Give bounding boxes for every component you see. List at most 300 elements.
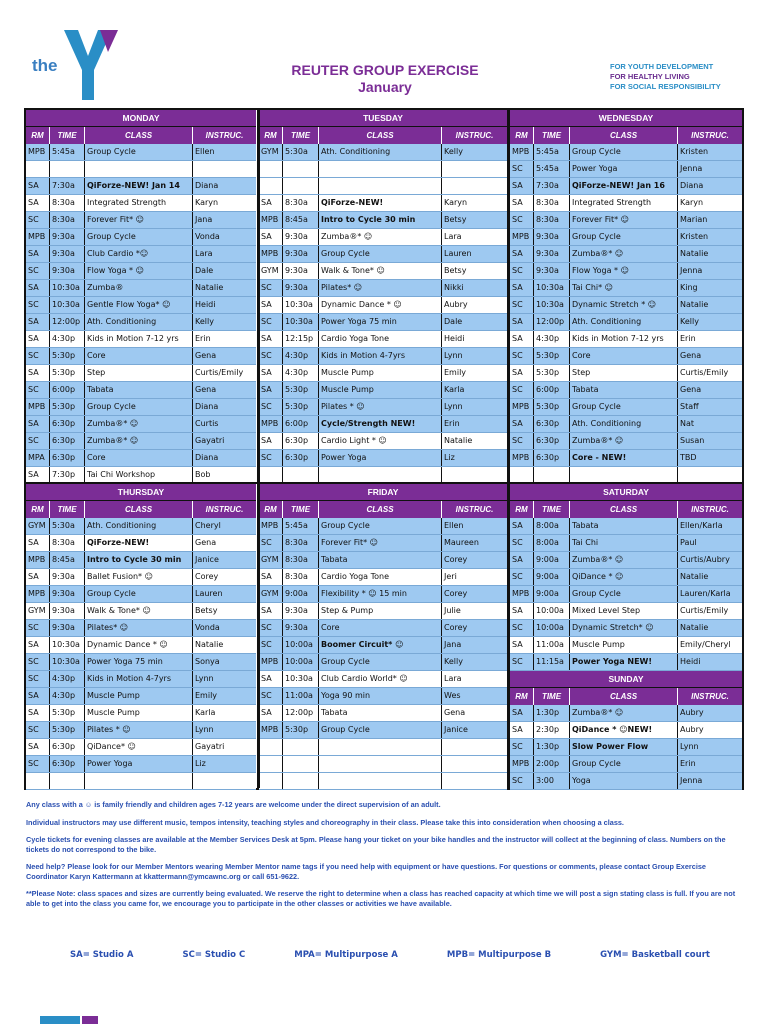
instructor-cell: Natalie <box>680 623 709 632</box>
room-cell: SA <box>510 518 534 534</box>
table-row <box>259 331 507 348</box>
instructor-cell: Emily <box>195 691 218 700</box>
column-header: CLASS <box>570 501 678 518</box>
room-cell: MPB <box>26 229 50 245</box>
table-row <box>26 433 256 450</box>
class-cell: Tai Chi* ☺ <box>570 280 678 296</box>
room-cell: SC <box>510 212 534 228</box>
class-cell: Ath. Conditioning <box>319 144 442 160</box>
column-header: RM <box>259 127 283 144</box>
table-row <box>510 280 742 297</box>
room-cell: SA <box>26 705 50 721</box>
column-header: RM <box>259 501 283 518</box>
time-cell: 10:30a <box>50 280 85 296</box>
column-header: TIME <box>534 127 570 144</box>
class-cell: Zumba® <box>85 280 193 296</box>
class-cell: Group Cycle <box>570 229 678 245</box>
room-cell: SA <box>259 603 283 619</box>
note-instructors: Individual instructors may use different music, tempos intensity, teaching styles and choreography in their class. Please take this into consideration when choosing a class. <box>26 817 624 827</box>
column-header-row <box>26 501 256 518</box>
time-cell: 5:30p <box>50 399 85 415</box>
room-cell: SA <box>26 331 50 347</box>
instructor-cell: Natalie <box>680 572 709 581</box>
time-cell: 9:30a <box>50 569 85 585</box>
tagline-line-3: FOR SOCIAL RESPONSIBILITY <box>610 82 721 91</box>
time-cell: 8:45a <box>283 212 319 228</box>
time-cell: 6:30p <box>534 416 570 432</box>
class-cell: Core <box>85 450 193 466</box>
time-cell: 10:30a <box>534 297 570 313</box>
class-cell: Muscle Pump <box>85 688 193 704</box>
time-cell: 8:45a <box>50 552 85 568</box>
footer-logo-icon <box>40 1016 100 1024</box>
table-row <box>259 178 507 195</box>
instructor-cell: Liz <box>195 759 206 768</box>
instructor-cell: Ellen <box>195 147 215 156</box>
room-cell: SA <box>26 739 50 755</box>
table-row <box>26 416 256 433</box>
time-cell: 9:30a <box>283 246 319 262</box>
instructor-cell: Corey <box>444 555 468 564</box>
table-row <box>26 399 256 416</box>
instructor-cell: Gayatri <box>195 436 225 445</box>
column-header: CLASS <box>85 127 193 144</box>
table-row <box>510 195 742 212</box>
time-cell: 9:30a <box>283 603 319 619</box>
class-cell: Gentle Flow Yoga* ☺ <box>85 297 193 313</box>
class-cell: Zumba®* ☺ <box>570 705 678 721</box>
column-divider <box>257 110 260 788</box>
table-row <box>26 603 256 620</box>
class-cell: Mixed Level Step <box>570 603 678 619</box>
class-cell <box>85 773 193 789</box>
table-row <box>26 688 256 705</box>
tagline-line-2: FOR HEALTHY LIVING <box>610 72 690 81</box>
time-cell: 5:30a <box>50 518 85 534</box>
time-cell: 9:30a <box>50 246 85 262</box>
time-cell: 9:00a <box>534 569 570 585</box>
class-cell <box>319 467 442 483</box>
room-cell: GYM <box>259 552 283 568</box>
column-header: INSTRUC. <box>691 131 729 140</box>
class-cell: Pilates * ☺ <box>319 399 442 415</box>
room-cell: SA <box>510 195 534 211</box>
room-cell: MPB <box>26 586 50 602</box>
instructor-cell: Natalie <box>680 249 709 258</box>
table-row <box>510 569 742 586</box>
instructor-cell: Betsy <box>444 266 467 275</box>
time-cell: 6:30p <box>534 433 570 449</box>
table-row <box>510 518 742 535</box>
room-cell: MPB <box>510 144 534 160</box>
time-cell: 10:30a <box>50 297 85 313</box>
room-cell: SA <box>510 280 534 296</box>
class-cell: Ath. Conditioning <box>570 314 678 330</box>
time-cell <box>283 773 319 789</box>
time-cell <box>50 161 85 177</box>
table-row <box>259 229 507 246</box>
table-row <box>510 620 742 637</box>
instructor-cell: Aubry <box>680 708 704 717</box>
class-cell: Zumba®* ☺ <box>570 552 678 568</box>
class-cell: Muscle Pump <box>319 365 442 381</box>
time-cell: 10:30a <box>283 671 319 687</box>
class-cell: Kids in Motion 4-7yrs <box>319 348 442 364</box>
day-block-sunday <box>510 671 742 790</box>
instructor-cell: Diana <box>680 181 704 190</box>
day-header: MONDAY <box>26 110 256 127</box>
note-need-help: Need help? Please look for our Member Mentors wearing Member Mentor name tags if you need help with equipment or have questions. For questions or comments, please contact Group Exercise Coordinator Karyn Kattermann at kkattermann@ymcawnc.org or call 651-9622. <box>26 862 706 881</box>
class-cell: Core <box>85 348 193 364</box>
table-row <box>510 705 742 722</box>
time-cell: 3:00 <box>534 773 570 789</box>
class-cell: Group Cycle <box>319 722 442 738</box>
room-cell: MPB <box>259 416 283 432</box>
time-cell: 6:30p <box>50 433 85 449</box>
instructor-cell: Jenna <box>680 164 703 173</box>
class-cell: Forever Fit* ☺ <box>570 212 678 228</box>
time-cell: 6:00p <box>534 382 570 398</box>
notes-section <box>26 800 744 916</box>
time-cell: 9:30a <box>283 620 319 636</box>
room-cell: GYM <box>259 263 283 279</box>
room-cell: SA <box>259 433 283 449</box>
class-cell: Tai Chi <box>570 535 678 551</box>
class-cell: Tabata <box>570 382 678 398</box>
instructor-cell: Staff <box>680 402 699 411</box>
table-row <box>259 620 507 637</box>
room-cell: SA <box>259 569 283 585</box>
instructor-cell: King <box>680 283 698 292</box>
instructor-cell: Erin <box>680 334 696 343</box>
instructor-cell: Gena <box>680 351 702 360</box>
instructor-cell: Kelly <box>195 317 214 326</box>
class-cell <box>319 739 442 755</box>
class-cell: Muscle Pump <box>319 382 442 398</box>
instructor-cell: Betsy <box>444 215 467 224</box>
class-cell: QiForze-NEW! Jan 14 <box>85 178 193 194</box>
table-row <box>26 671 256 688</box>
instructor-cell: Heidi <box>195 300 216 309</box>
room-cell: SC <box>259 280 283 296</box>
instructor-cell: Gena <box>195 351 217 360</box>
class-cell: Tabata <box>319 705 442 721</box>
column-header-row <box>510 127 742 144</box>
time-cell: 4:30p <box>283 348 319 364</box>
column-header-row <box>26 127 256 144</box>
day-header: TUESDAY <box>259 110 507 127</box>
class-cell: Power Yoga 75 min <box>85 654 193 670</box>
room-cell <box>259 773 283 789</box>
class-cell: Zumba®* ☺ <box>570 433 678 449</box>
room-cell <box>259 756 283 772</box>
table-row <box>259 314 507 331</box>
room-cell: SA <box>259 195 283 211</box>
room-cell: SC <box>510 382 534 398</box>
class-cell <box>319 773 442 789</box>
table-row <box>510 161 742 178</box>
table-row <box>259 416 507 433</box>
instructor-cell: Diana <box>195 453 219 462</box>
room-cell: SC <box>259 399 283 415</box>
table-row <box>26 450 256 467</box>
room-cell: SA <box>26 365 50 381</box>
room-cell: SC <box>510 569 534 585</box>
room-cell: SC <box>510 348 534 364</box>
class-cell: Muscle Pump <box>570 637 678 653</box>
instructor-cell: Nat <box>680 419 695 428</box>
instructor-cell: Sonya <box>195 657 220 666</box>
instructor-cell <box>442 773 507 789</box>
room-cell: SA <box>259 671 283 687</box>
table-row <box>510 212 742 229</box>
class-cell: Power Yoga <box>570 161 678 177</box>
time-cell: 5:30p <box>50 365 85 381</box>
instructor-cell: Lynn <box>195 674 214 683</box>
table-row <box>259 688 507 705</box>
day-header: SATURDAY <box>510 484 742 501</box>
table-row <box>26 569 256 586</box>
column-header-row <box>510 501 742 518</box>
instructor-cell: Lynn <box>680 742 699 751</box>
class-cell: Group Cycle <box>570 399 678 415</box>
time-cell: 8:30a <box>283 552 319 568</box>
table-row <box>259 144 507 161</box>
instructor-cell: Dale <box>195 266 214 275</box>
room-cell: SA <box>26 178 50 194</box>
time-cell <box>283 739 319 755</box>
table-row <box>510 739 742 756</box>
table-row <box>259 739 507 756</box>
time-cell: 9:30a <box>50 586 85 602</box>
time-cell: 9:30a <box>283 229 319 245</box>
time-cell: 5:45a <box>534 144 570 160</box>
class-cell: Forever Fit* ☺ <box>85 212 193 228</box>
room-cell: SC <box>259 535 283 551</box>
table-row <box>259 161 507 178</box>
room-cell: SA <box>510 246 534 262</box>
table-row <box>510 450 742 467</box>
room-cell: SC <box>259 620 283 636</box>
instructor-cell: Bob <box>195 470 211 479</box>
table-row <box>259 586 507 603</box>
day-block-thursday <box>26 484 256 790</box>
class-cell: Power Yoga NEW! <box>570 654 678 670</box>
class-cell: Flexibility * ☺ 15 min <box>319 586 442 602</box>
time-cell: 11:15a <box>534 654 570 670</box>
time-cell: 9:30a <box>283 263 319 279</box>
room-cell: SA <box>26 195 50 211</box>
class-cell: Group Cycle <box>570 586 678 602</box>
instructor-cell: Lara <box>444 232 462 241</box>
instructor-cell: Heidi <box>680 657 701 666</box>
page-title-block <box>270 62 500 95</box>
instructor-cell: Lauren <box>444 249 472 258</box>
table-row <box>26 144 256 161</box>
tagline <box>610 62 721 92</box>
time-cell: 8:30a <box>283 195 319 211</box>
table-row <box>259 756 507 773</box>
instructor-cell: Karyn <box>444 198 468 207</box>
instructor-cell: Natalie <box>195 640 224 649</box>
legend-mpa: MPA= Multipurpose A <box>294 950 398 960</box>
time-cell: 9:30a <box>534 246 570 262</box>
time-cell: 1:30p <box>534 705 570 721</box>
table-row <box>510 365 742 382</box>
instructor-cell: Jenna <box>680 776 703 785</box>
room-cell: MPB <box>510 586 534 602</box>
room-cell: SA <box>259 705 283 721</box>
time-cell: 8:00a <box>534 518 570 534</box>
column-header: RM <box>26 501 50 518</box>
instructor-cell: Wes <box>444 691 461 700</box>
time-cell: 5:45a <box>50 144 85 160</box>
instructor-cell: Cheryl <box>195 521 221 530</box>
table-row <box>26 348 256 365</box>
time-cell: 9:00a <box>534 552 570 568</box>
table-row <box>259 433 507 450</box>
class-cell: Yoga 90 min <box>319 688 442 704</box>
instructor-cell: Lara <box>444 674 462 683</box>
room-cell <box>510 467 534 483</box>
table-row <box>510 144 742 161</box>
column-header: INSTRUC. <box>691 692 729 701</box>
room-cell: SA <box>510 705 534 721</box>
instructor-cell: Natalie <box>680 300 709 309</box>
ymca-logo <box>28 26 128 100</box>
table-row <box>259 535 507 552</box>
instructor-cell: Corey <box>195 572 219 581</box>
room-cell: SC <box>259 637 283 653</box>
table-row <box>26 297 256 314</box>
column-header: RM <box>510 688 534 705</box>
table-row <box>259 603 507 620</box>
instructor-cell: Gena <box>195 385 217 394</box>
room-cell: MPB <box>510 229 534 245</box>
room-cell: SC <box>510 773 534 789</box>
instructor-cell: Betsy <box>195 606 218 615</box>
table-row <box>510 773 742 790</box>
instructor-cell: Kelly <box>680 317 699 326</box>
table-row <box>510 314 742 331</box>
class-cell: Walk & Tone* ☺ <box>319 263 442 279</box>
instructor-cell: Kelly <box>444 657 463 666</box>
instructor-cell: Janice <box>444 725 468 734</box>
time-cell: 5:30p <box>534 365 570 381</box>
room-cell: SA <box>510 314 534 330</box>
table-row <box>26 161 256 178</box>
class-cell <box>319 161 442 177</box>
table-row <box>259 263 507 280</box>
instructor-cell: Liz <box>444 453 455 462</box>
class-cell: Cardio Yoga Tone <box>319 331 442 347</box>
instructor-cell: Erin <box>195 334 211 343</box>
instructor-cell: Jana <box>195 215 213 224</box>
time-cell: 6:30p <box>283 450 319 466</box>
time-cell: 8:30a <box>283 569 319 585</box>
room-cell: SA <box>26 688 50 704</box>
class-cell: Cycle/Strength NEW! <box>319 416 442 432</box>
table-row <box>510 399 742 416</box>
table-row <box>26 637 256 654</box>
class-cell: Zumba®* ☺ <box>570 246 678 262</box>
table-row <box>26 212 256 229</box>
time-cell: 4:30p <box>283 365 319 381</box>
time-cell: 9:30a <box>50 263 85 279</box>
column-header: TIME <box>50 501 85 518</box>
class-cell: QiForze-NEW! Jan 16 <box>570 178 678 194</box>
table-row <box>259 382 507 399</box>
room-cell <box>259 739 283 755</box>
class-cell: Kids in Motion 4-7yrs <box>85 671 193 687</box>
time-cell: 10:00a <box>283 654 319 670</box>
table-row <box>259 671 507 688</box>
table-row <box>26 263 256 280</box>
table-row <box>26 229 256 246</box>
class-cell: Ath. Conditioning <box>570 416 678 432</box>
class-cell: Step <box>570 365 678 381</box>
class-cell: Cardio Light * ☺ <box>319 433 442 449</box>
class-cell: Forever Fit* ☺ <box>319 535 442 551</box>
instructor-cell: Curtis <box>195 419 219 428</box>
table-row <box>259 212 507 229</box>
instructor-cell: Karyn <box>195 198 219 207</box>
table-row <box>510 722 742 739</box>
class-cell: Core - NEW! <box>570 450 678 466</box>
class-cell: Power Yoga 75 min <box>319 314 442 330</box>
class-cell: Ath. Conditioning <box>85 314 193 330</box>
column-header: CLASS <box>319 127 442 144</box>
room-cell: MPB <box>259 654 283 670</box>
class-cell: QiDance * ☺ <box>570 569 678 585</box>
time-cell: 8:30a <box>283 535 319 551</box>
table-row <box>259 399 507 416</box>
class-cell: Group Cycle <box>319 654 442 670</box>
class-cell: Cardio Yoga Tone <box>319 569 442 585</box>
room-cell: SA <box>26 569 50 585</box>
time-cell: 6:30p <box>283 433 319 449</box>
time-cell: 8:00a <box>534 535 570 551</box>
legend-gym: GYM= Basketball court <box>600 950 710 960</box>
instructor-cell: Curtis/Emily <box>680 606 729 615</box>
class-cell: Tabata <box>85 382 193 398</box>
page-month: January <box>358 79 412 95</box>
class-cell: Dynamic Stretch * ☺ <box>570 297 678 313</box>
room-cell: SA <box>510 722 534 738</box>
room-cell: SA <box>259 365 283 381</box>
room-cell: SC <box>26 722 50 738</box>
time-cell: 8:30a <box>534 212 570 228</box>
class-cell: Zumba®* ☺ <box>85 416 193 432</box>
legend-mpb: MPB= Multipurpose B <box>446 950 552 960</box>
room-cell: MPB <box>510 756 534 772</box>
class-cell: Group Cycle <box>85 399 193 415</box>
instructor-cell: Jeri <box>444 572 457 581</box>
instructor-cell: Kristen <box>680 147 709 156</box>
table-row <box>510 637 742 654</box>
room-cell: SA <box>26 314 50 330</box>
table-row <box>510 433 742 450</box>
table-row <box>26 365 256 382</box>
class-cell: Group Cycle <box>319 518 442 534</box>
time-cell: 9:00a <box>534 586 570 602</box>
time-cell: 5:30p <box>283 399 319 415</box>
time-cell: 4:30p <box>50 671 85 687</box>
instructor-cell: Janice <box>195 555 219 564</box>
instructor-cell: Diana <box>195 402 219 411</box>
instructor-cell: Karla <box>444 385 465 394</box>
room-cell: SC <box>510 654 534 670</box>
